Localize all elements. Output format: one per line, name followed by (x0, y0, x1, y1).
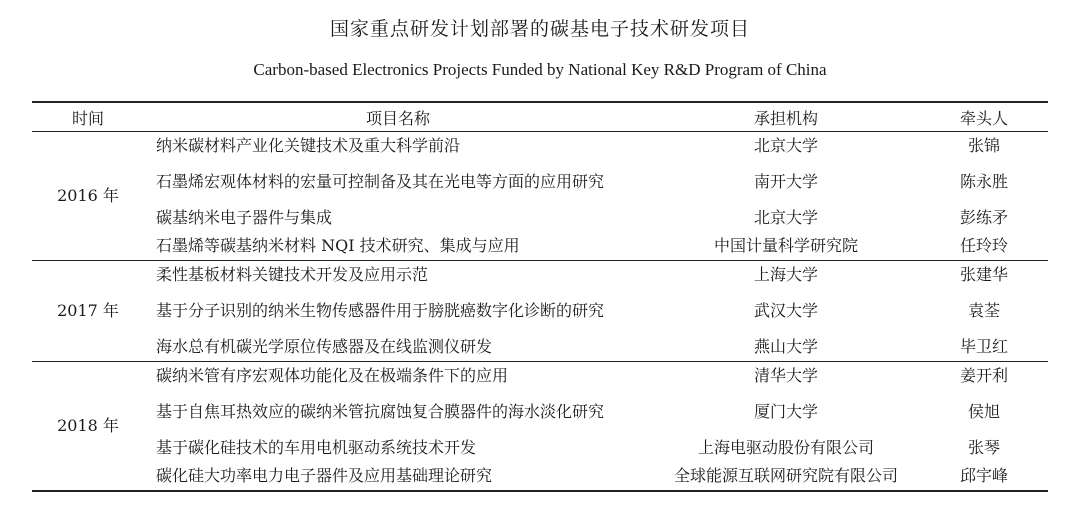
project-name: 基于自焦耳热效应的碳纳米管抗腐蚀复合膜器件的海水淡化研究 (156, 402, 605, 421)
year-cell: 2017 年 (57, 301, 119, 320)
project-name: 纳米碳材料产业化关键技术及重大科学前沿 (156, 136, 461, 155)
organization: 北京大学 (753, 136, 818, 155)
year-group-2016 (32, 132, 1048, 261)
organization: 上海电驱动股份有限公司 (697, 438, 874, 457)
leader: 彭练矛 (959, 208, 1008, 227)
project-name: 基于分子识别的纳米生物传感器件用于膀胱癌数字化诊断的研究 (156, 301, 605, 320)
year-cell: 2018 年 (57, 416, 119, 435)
leader: 姜开利 (959, 366, 1008, 385)
table-row (32, 333, 1048, 362)
year-group-2017 (32, 261, 1048, 362)
organization: 全球能源互联网研究院有限公司 (673, 466, 898, 485)
header-year: 时间 (71, 108, 104, 128)
table-row (32, 261, 1048, 290)
leader: 邱宇峰 (959, 466, 1008, 485)
leader: 陈永胜 (959, 172, 1008, 191)
project-name: 石墨烯等碳基纳米材料 NQI 技术研究、集成与应用 (156, 236, 520, 255)
leader: 任玲玲 (959, 236, 1008, 255)
table-row (32, 289, 1048, 333)
year-group-2018 (32, 362, 1048, 492)
header-leader: 牵头人 (959, 108, 1008, 128)
organization: 中国计量科学研究院 (713, 236, 858, 255)
table-row (32, 362, 1048, 391)
leader: 张建华 (959, 265, 1008, 284)
project-name: 碳纳米管有序宏观体功能化及在极端条件下的应用 (156, 366, 509, 385)
organization: 清华大学 (753, 366, 818, 385)
organization: 上海大学 (753, 265, 818, 284)
project-name: 柔性基板材料关键技术开发及应用示范 (156, 265, 429, 284)
header-project: 项目名称 (365, 108, 430, 128)
table-row (32, 434, 1048, 462)
projects-table (32, 101, 1048, 492)
table-title-english: Carbon-based Electronics Projects Funded by National Key R&D Program of China (253, 60, 827, 79)
organization: 武汉大学 (753, 301, 818, 320)
organization: 南开大学 (753, 172, 818, 191)
leader: 毕卫红 (959, 337, 1008, 356)
project-name: 碳基纳米电子器件与集成 (156, 208, 333, 227)
project-name: 碳化硅大功率电力电子器件及应用基础理论研究 (156, 466, 493, 485)
table-row (32, 462, 1048, 491)
table-title-chinese: 国家重点研发计划部署的碳基电子技术研发项目 (329, 18, 750, 40)
project-name: 海水总有机碳光学原位传感器及在线监测仪研发 (156, 337, 493, 356)
table-row (32, 132, 1048, 161)
table-row (32, 232, 1048, 261)
table-row (32, 160, 1048, 204)
projects-table-container (32, 101, 1048, 492)
leader: 侯旭 (967, 402, 1000, 421)
leader: 袁荃 (967, 301, 1000, 320)
project-name: 石墨烯宏观体材料的宏量可控制备及其在光电等方面的应用研究 (156, 172, 605, 191)
table-row (32, 204, 1048, 232)
organization: 北京大学 (753, 208, 818, 227)
organization: 厦门大学 (753, 402, 818, 421)
table-header (32, 102, 1048, 132)
leader: 张琴 (967, 438, 1000, 457)
leader: 张锦 (967, 136, 1000, 155)
year-cell: 2016 年 (57, 186, 119, 205)
table-row (32, 390, 1048, 434)
organization: 燕山大学 (753, 337, 818, 356)
project-name: 基于碳化硅技术的车用电机驱动系统技术开发 (156, 438, 477, 457)
header-organization: 承担机构 (753, 108, 818, 128)
